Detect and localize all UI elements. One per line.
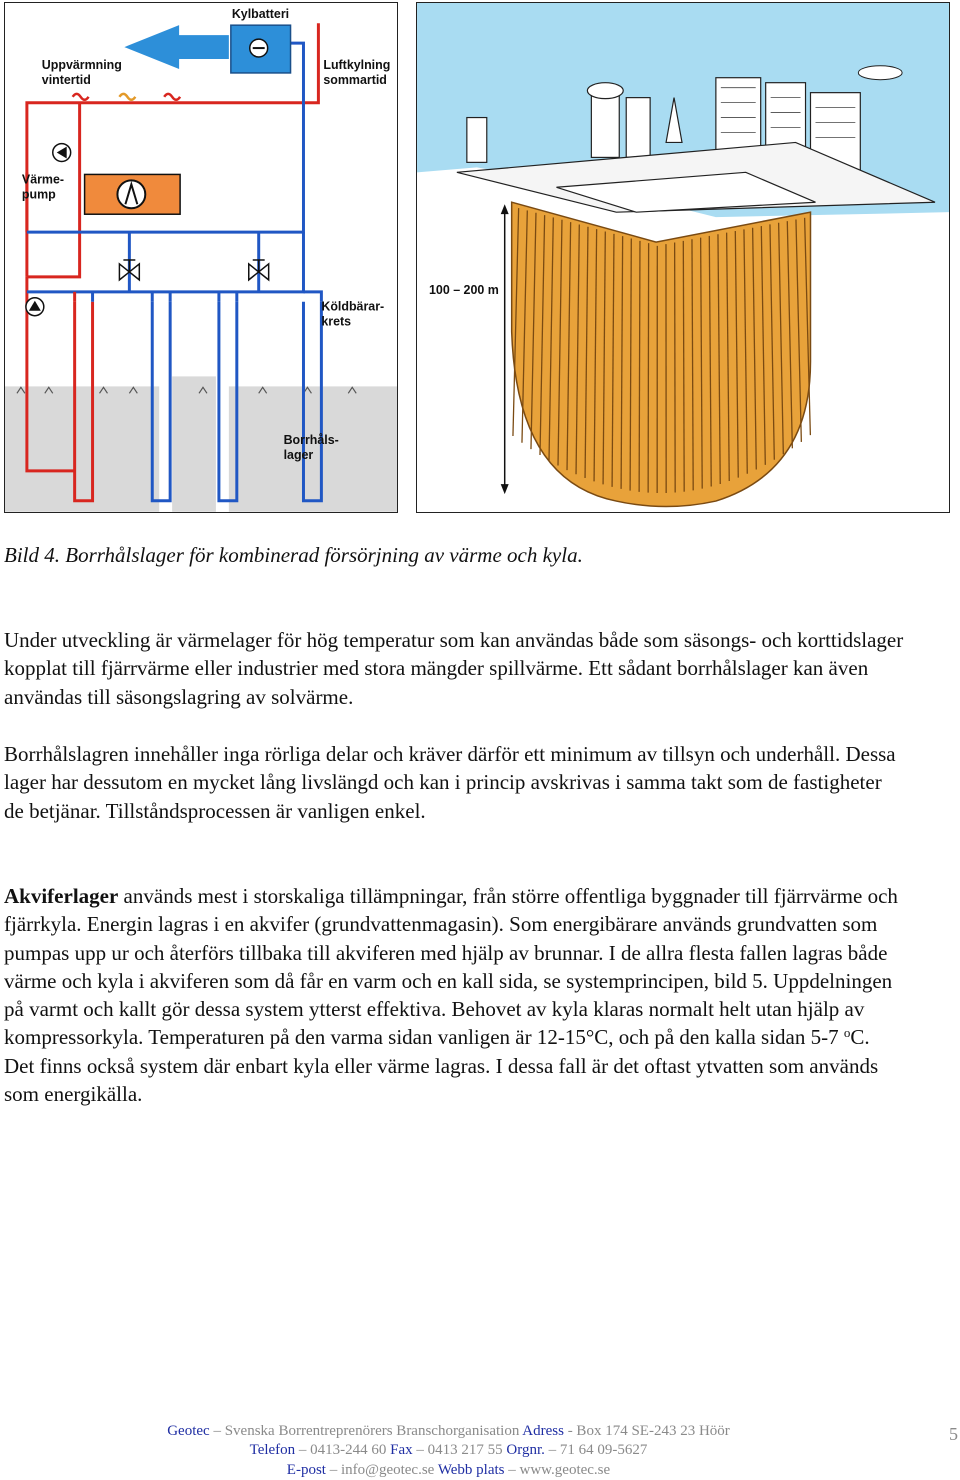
borehole-line [683, 241, 684, 492]
paragraph-1: Under utveckling är värmelager för hög temperatur som kan användas både som säsongs- och korttidslager kopplat till fjärrvärme eller industrier med stora mängder spillvärme. Ett sådant borrhålslager kan även användas till säsongslagring av solvärme. [4, 628, 904, 709]
label-varmepump-2: pump [21, 187, 56, 202]
label-luftkylning-2: sommartid [323, 72, 387, 87]
label-uppvarmning-2: vintertid [41, 72, 91, 87]
depth-label: 100 – 200 m [428, 282, 499, 297]
footer-line-phone [0, 1441, 960, 1460]
footer-line1-segment-2: Adress [522, 1423, 564, 1439]
footer-line1-segment-0: Geotec [167, 1423, 210, 1439]
label-luftkylning-1: Luftkylning [323, 57, 391, 72]
footer-line2-segment-3: – 0413 217 55 [412, 1442, 507, 1459]
label-koldbarar-2: krets [321, 314, 352, 329]
paragraph-3 [4, 882, 904, 1108]
cold-arrow [124, 25, 228, 69]
label-borrhal-1: Borrhåls- [283, 433, 339, 448]
label-koldbarar-1: Köldbärar- [321, 299, 385, 314]
akviferlager-term: Akviferlager [4, 884, 119, 908]
paragraph-2: Borrhålslagren innehåller inga rörliga delar och kräver därför ett minimum av tillsyn och underhåll. Dessa lager har dessutom en mycket lång livslängd och kan i princip avskrivas i samma takt som de fastigheter de betjänar. Tillståndsprocessen är vanligen enkel. [4, 742, 896, 823]
field-svg [417, 3, 949, 512]
footer-line2-segment-2: Fax [390, 1442, 413, 1459]
label-kylbatteri: Kylbatteri [231, 7, 290, 22]
label-borrhal-2: lager [283, 447, 314, 462]
page-number: 5 [949, 1424, 958, 1444]
valve-icons [119, 260, 268, 280]
radiator-icons [73, 94, 180, 100]
degree-superscript: o [843, 1025, 851, 1041]
system-schematic-figure [4, 2, 398, 513]
borehole-line [675, 243, 676, 493]
paragraph-3-text-b: C. Det finns också system där enbart kyla eller värme lagras. I dessa fall är det oftast ytvatten som används som energikälla. [4, 1025, 879, 1107]
footer-line1-segment-3: - Box 174 SE-243 23 Höör [563, 1423, 730, 1439]
borehole-line [639, 241, 640, 492]
footer-line3-segment-0: E-post [286, 1461, 326, 1478]
footer-line2-segment-4: Orgnr. [506, 1442, 545, 1459]
footer-line-address [0, 1422, 960, 1441]
borehole-field-figure [416, 2, 950, 513]
footer-line1-segment-1: – Svenska Borrentreprenörers Branschorganisation [209, 1423, 523, 1439]
label-uppvarmning-1: Uppvärmning [41, 57, 122, 72]
footer-line2-segment-5: – 71 64 09-5627 [544, 1442, 648, 1459]
footer-line3-segment-2: Webb plats [437, 1461, 505, 1478]
airship-icon [858, 66, 902, 80]
ground-center [172, 376, 216, 511]
footer-line2-segment-0: Telefon [249, 1442, 296, 1459]
label-varmepump-1: Värme- [21, 172, 65, 187]
footer-line2-segment-1: – 0413-244 60 [295, 1442, 391, 1459]
schematic-svg [5, 3, 397, 512]
footer-line3-segment-1: – info@geotec.se [325, 1461, 438, 1478]
footer-line-web [0, 1461, 960, 1480]
figure-caption: Bild 4. Borrhålslager för kombinerad försörjning av värme och kyla. [4, 543, 583, 567]
footer-line3-segment-3: – www.geotec.se [504, 1461, 611, 1478]
page-footer [0, 1422, 960, 1480]
paragraph-3-text-a: används mest i storskaliga tillämpningar, från större offentliga byggnader till fjärrvärme och fjärrkyla. Energin lagras i en akvifer (grundvattenmagasin). Som energibärare används grundvatten som pumpas upp ur och återförs tillbaka till akviferen med hjälp av brunnar. I de allra flesta fallen lagras både värme och kyla i akviferen som då får en varm och en kall sida, se systemprincipen, bild 5. Uppdelningen på varmt och kallt gör dessa system ytterst effektiva. Behovet av kyla klaras normalt helt utan hjälp av kompressorkyla. Temperaturen på den varma sidan vanligen är 12-15°C, och på den kalla sidan 5-7 [4, 884, 898, 1050]
